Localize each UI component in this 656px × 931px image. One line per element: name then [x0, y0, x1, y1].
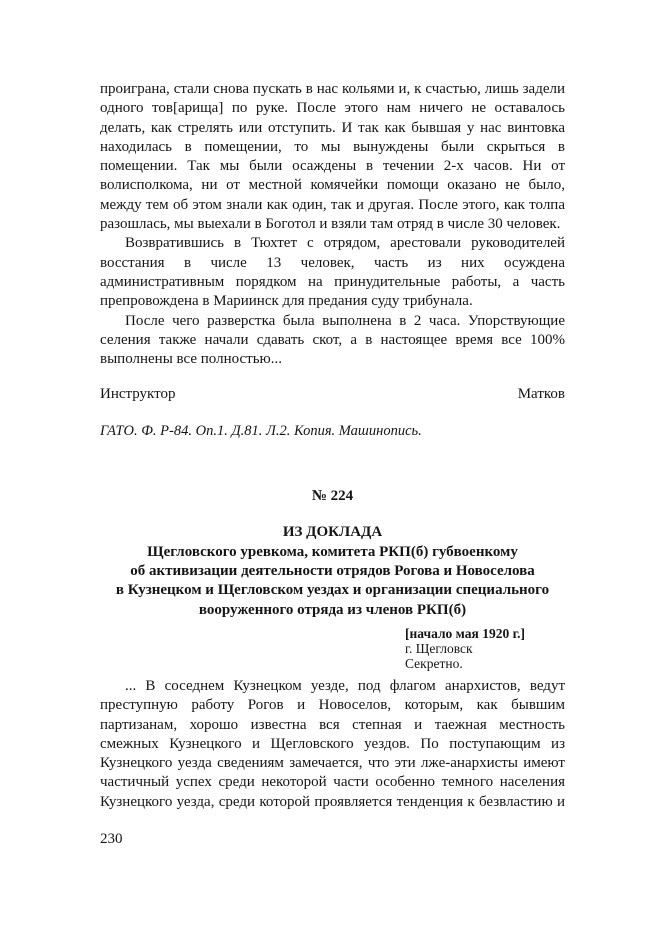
document-title [100, 523, 565, 619]
signature-row [100, 385, 565, 404]
title-line: об активизации деятельности отрядов Рогова и Новоселова [130, 563, 535, 580]
doc-223-ending [100, 80, 565, 441]
dateline-block [405, 626, 565, 671]
paragraph: ... В соседнем Кузнецком уезде, под флагом анархистов, ведут преступную работу Рогов и Новоселов, которым, как бывшим партизанам, хорошо известна вся степная и таежная местность смежных Кузнецкого и Щегловского уездов. По поступающим из Кузнецкого уезда сведениям замечается, что эти лже-анархисты имеют частичный успех среди некоторой части особенно темного населения Кузнецкого уезда, среди которой проявляется тенденция к безвластию и [100, 677, 565, 810]
document-number: № 224 [311, 488, 354, 505]
title-line: ИЗ ДОКЛАДА [282, 524, 383, 541]
title-line: в Кузнецком и Щегловском уездах и организации специального [115, 582, 550, 599]
classification-label: Секретно. [405, 655, 463, 671]
page-number: 230 [100, 831, 123, 847]
archive-reference: ГАТО. Ф. Р-84. Оп.1. Д.81. Л.2. Копия. Машинопись. [100, 423, 422, 440]
paragraph: После чего разверстка была выполнена в 2 часа. Упорствующие селения также начали сдавать скот, а в настоящее время все 100% выполнены все полностью... [100, 312, 565, 368]
document-place: г. Щегловск [405, 640, 473, 656]
title-line: вооруженного отряда из членов РКП(б) [198, 601, 467, 618]
document-date: [начало мая 1920 г.] [405, 625, 526, 641]
signature-name: Матков [517, 386, 565, 403]
paragraph: Возвратившись в Тюхтет с отрядом, арестовали руководителей восстания в числе 13 человек, часть из них осуждена административным порядком на принудительные работы, а часть препровождена в Мариинск для предания суду трибунала. [100, 235, 565, 310]
title-line: Щегловского уревкома, комитета РКП(б) губвоенкому [147, 543, 518, 560]
doc-224 [100, 487, 565, 812]
signature-role: Инструктор [100, 386, 176, 403]
paragraph: проиграна, стали снова пускать в нас кольями и, к счастью, лишь задели одного тов[арища] по руке. После этого нам ничего не оставалось делать, как стрелять или отступить. И так как бывшая у нас винтовка находилась в помещении, то мы вынуждены были скрыться в помещении. Так мы были осаждены в течении 2-х часов. Ни от волисполкома, ни от местной комячейки помощи оказано не было, между тем об этом знали как один, так и другая. После этого, как толпа разошлась, мы выехали в Боготол и взяли там отряд в числе 30 человек. [100, 81, 565, 233]
